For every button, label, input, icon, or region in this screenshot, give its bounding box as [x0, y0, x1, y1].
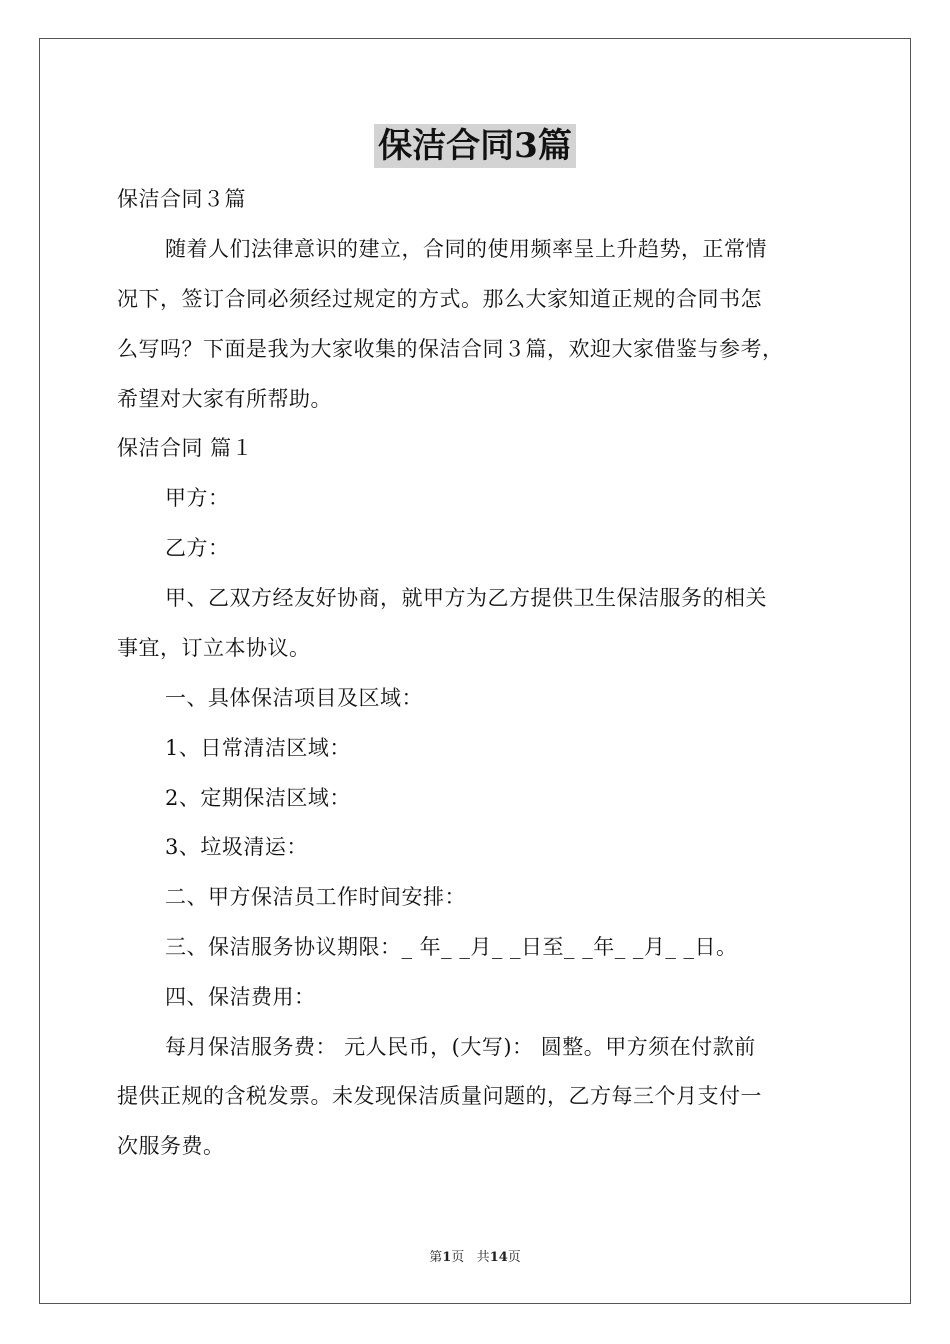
- party-b: 乙方：: [165, 536, 230, 560]
- document-title: 保洁合同3篇: [374, 124, 576, 168]
- preamble-line-1: 甲、乙双方经友好协商，就甲方为乙方提供卫生保洁服务的相关: [165, 586, 767, 610]
- clause-1-item-3: 3、垃圾清运：: [165, 835, 308, 859]
- clause-2: 二、甲方保洁员工作时间安排：: [165, 885, 466, 909]
- intro-line-3: 么写吗？下面是我为大家收集的保洁合同３篇，欢迎大家借鉴与参考，: [117, 337, 784, 361]
- page-number: 1: [442, 1250, 452, 1265]
- page-prefix: 第: [429, 1250, 443, 1265]
- page-footer: [0, 1246, 950, 1265]
- intro-line-4: 希望对大家有所帮助。: [117, 387, 332, 411]
- clause-3: 三、保洁服务协议期限：_ 年_ _月_ _日至_ _年_ _月_ _日。: [165, 935, 738, 959]
- total-suffix: 页: [507, 1250, 521, 1265]
- title-container: [0, 124, 950, 168]
- fee-line-1: 每月保洁服务费： 元人民币，(大写)： 圆整。甲方须在付款前: [165, 1035, 756, 1059]
- total-pages: 14: [489, 1250, 508, 1265]
- clause-4: 四、保洁费用：: [165, 985, 316, 1009]
- clause-1-item-2: 2、定期保洁区域：: [165, 786, 351, 810]
- section-heading: 保洁合同 篇１: [117, 436, 254, 460]
- page-border: [39, 38, 911, 1304]
- intro-line-1: 随着人们法律意识的建立，合同的使用频率呈上升趋势，正常情: [165, 237, 767, 261]
- page-suffix: 页: [451, 1250, 465, 1265]
- clause-1: 一、具体保洁项目及区域：: [165, 686, 423, 710]
- clause-1-item-1: 1、日常清洁区域：: [165, 736, 351, 760]
- total-prefix: 共: [476, 1250, 490, 1265]
- fee-line-3: 次服务费。: [117, 1134, 225, 1158]
- document-subtitle: 保洁合同３篇: [117, 187, 246, 211]
- preamble-line-2: 事宜，订立本协议。: [117, 636, 311, 660]
- fee-line-2: 提供正规的含税发票。未发现保洁质量问题的，乙方每三个月支付一: [117, 1084, 762, 1108]
- intro-line-2: 况下，签订合同必须经过规定的方式。那么大家知道正规的合同书怎: [117, 287, 762, 311]
- party-a: 甲方：: [165, 486, 230, 510]
